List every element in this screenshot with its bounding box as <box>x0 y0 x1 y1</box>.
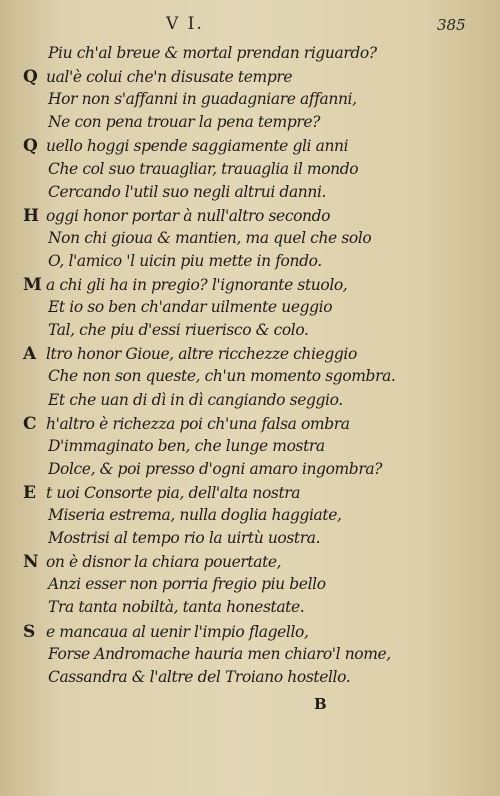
verse-text: Et che uan di dì in dì cangiando seggio. <box>48 390 343 409</box>
verse-text: h'altro è richezza poi ch'una falsa ombra <box>46 414 350 433</box>
verse-initial: N <box>23 552 39 573</box>
verse-line <box>48 113 320 131</box>
verse-line <box>23 622 308 642</box>
verse-line <box>48 506 342 524</box>
verse-initial: S <box>23 621 35 642</box>
verse-text: uello hoggi spende saggiamente gli anni <box>46 137 349 156</box>
verse-line <box>48 645 391 663</box>
verse-text: Miseria estrema, nulla doglia haggiate, <box>48 506 342 524</box>
verse-line <box>48 598 304 616</box>
verse-text: D'immaginato ben, che lunge mostra <box>48 436 325 455</box>
verse-text: Hor non s'affanni in guadagniare affanni, <box>48 90 357 109</box>
verse-text: oggi honor portar à null'altro secondo <box>46 206 331 225</box>
verse-line <box>23 483 300 503</box>
verse-line <box>48 391 343 409</box>
verse-text: Et io so ben ch'andar uilmente ueggio <box>48 298 333 317</box>
verse-line <box>48 321 309 339</box>
verse-line <box>23 344 357 364</box>
verse-line <box>23 552 281 572</box>
verse-text: a chi gli ha in pregio? l'ignorante stuolo, <box>46 276 348 294</box>
verse-line <box>48 298 332 316</box>
verse-initial: Q <box>23 136 38 157</box>
verse-text: Tra tanta nobiltà, tanta honestate. <box>48 598 305 617</box>
verse-initial: C <box>23 413 37 434</box>
verse-line <box>23 414 350 434</box>
verse-line <box>23 136 348 156</box>
verse-line <box>48 229 371 247</box>
verse-text: Dolce, & poi presso d'ogni amaro ingombra? <box>48 459 383 478</box>
verse-initial: Q <box>23 67 38 88</box>
verse-line <box>48 183 326 201</box>
verse-text: t uoi Consorte pia, dell'alta nostra <box>46 483 301 502</box>
verse-line <box>23 275 347 295</box>
verse-initial: E <box>23 482 36 503</box>
verse-text: Che col suo trauagliar, trauaglia il mondo <box>48 159 359 178</box>
verse-line <box>23 206 330 226</box>
verse-text: Non chi gioua & mantien, ma quel che solo <box>48 228 372 247</box>
verse-text: Cercando l'util suo negli altrui danni. <box>48 182 327 201</box>
page-number: 385 <box>437 16 466 34</box>
verse-initial: M <box>23 275 42 295</box>
verse-text: Piu ch'al breue & mortal prendan riguardo? <box>48 44 377 62</box>
verse-line <box>23 67 292 87</box>
verse-text: Ne con pena trouar la pena tempre? <box>48 113 321 132</box>
verse-text: O, l'amico 'l uicin piu mette in fondo. <box>48 251 322 270</box>
verse-line <box>48 460 382 478</box>
verse-line <box>48 367 395 385</box>
verse-line <box>48 160 358 178</box>
verse-text: ual'è colui che'n disusate tempre <box>46 68 293 87</box>
verse-text: Mostrisi al tempo rio la uirtù uostra. <box>48 529 321 548</box>
verse-text: Che non son queste, ch'un momento sgombra. <box>48 367 396 386</box>
verse-line <box>48 529 320 547</box>
verse-text: Tal, che piu d'essi riuerisco & colo. <box>48 321 309 340</box>
verse-line <box>48 575 326 593</box>
verse-text: Cassandra & l'altre del Troiano hostello. <box>48 667 351 686</box>
verse-line <box>48 90 357 108</box>
verse-text: e mancaua al uenir l'impio flagello, <box>46 622 309 641</box>
verse-initial: H <box>23 205 39 226</box>
verse-line <box>48 437 325 455</box>
verse-text: Forse Andromache hauria men chiaro'l nome, <box>48 644 391 663</box>
catchword: B <box>314 695 327 713</box>
verse-text: ltro honor Gioue, altre ricchezze chieggio <box>46 345 357 364</box>
verse-text: Anzi esser non porria fregio piu bello <box>48 575 326 594</box>
verse-text: on è disnor la chiara pouertate, <box>46 553 282 572</box>
verse-line <box>48 668 350 686</box>
signature-heading: V I. <box>166 14 204 34</box>
verse-line <box>48 252 322 270</box>
verse-line <box>48 44 377 62</box>
verse-initial: A <box>23 344 36 365</box>
